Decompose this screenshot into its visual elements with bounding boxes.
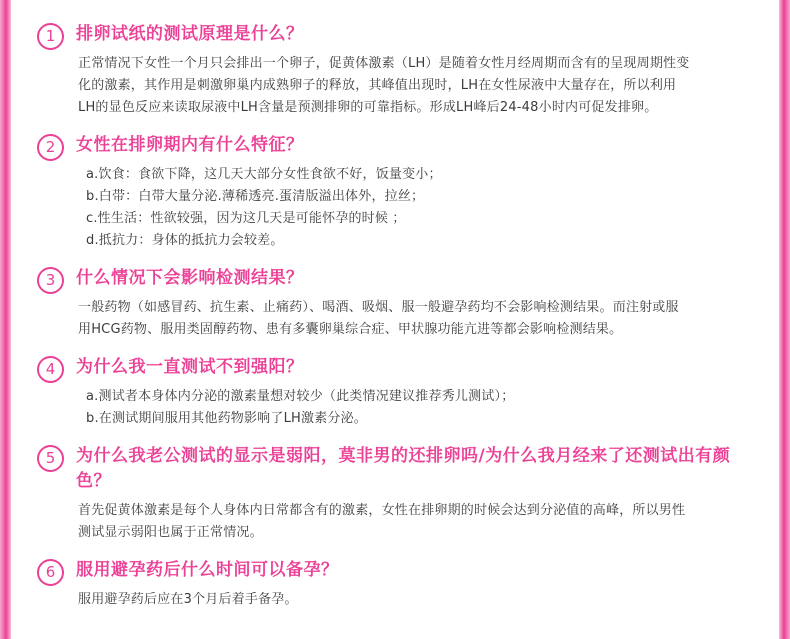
faq-page — [11, 0, 779, 639]
faq-answer — [76, 589, 753, 611]
right-border-strip — [779, 0, 790, 639]
faq-answer-line: b.在测试期间服用其他药物影响了LH激素分泌。 — [86, 411, 368, 426]
faq-question: 为什么我一直测试不到强阳？ — [76, 357, 304, 377]
faq-question: 为什么我老公测试的显示是弱阳，莫非男的还排卵吗/为什么我月经来了还测试出有颜色？ — [76, 446, 731, 491]
faq-item — [37, 133, 753, 252]
faq-answer — [76, 297, 753, 341]
faq-answer — [76, 386, 753, 430]
faq-answer-line: 首先促黄体激素是每个人身体内日常都含有的激素，女性在排卵期的时候会达到分泌值的高峰，所以男性 — [78, 503, 686, 518]
faq-question: 女性在排卵期内有什么特征？ — [76, 135, 304, 155]
faq-number-badge: 4 — [37, 356, 64, 383]
faq-body — [64, 266, 753, 341]
faq-answer-line: 化的激素，其作用是刺激卵巢内成熟卵子的释放，其峰值出现时，LH在女性尿液中大量存在，所以利用 — [78, 78, 677, 93]
faq-number-badge: 5 — [37, 445, 64, 472]
faq-body — [64, 444, 753, 544]
left-border-strip — [0, 0, 11, 639]
faq-item — [37, 558, 753, 611]
faq-number-badge: 2 — [37, 134, 64, 161]
faq-answer-line: 用HCG药物、服用类固醇药物、患有多囊卵巢综合症、甲状腺功能亢进等都会影响检测结果。 — [78, 322, 623, 337]
faq-item — [37, 444, 753, 544]
faq-answer — [76, 53, 753, 119]
faq-answer-line: 正常情况下女性一个月只会排出一个卵子，促黄体激素（LH）是随着女性月经周期而含有的呈现周期性变 — [78, 56, 690, 71]
faq-number-badge: 1 — [37, 23, 64, 50]
faq-body — [64, 22, 753, 119]
faq-answer-line: a.饮食：食欲下降，这几天大部分女性食欲不好，饭量变小； — [86, 167, 442, 182]
faq-answer — [76, 164, 753, 252]
faq-item — [37, 355, 753, 430]
faq-question: 什么情况下会影响检测结果？ — [76, 268, 304, 288]
faq-list — [37, 22, 753, 611]
faq-answer-line: b.白带：白带大量分泌.薄稀透亮.蛋清版溢出体外，拉丝； — [86, 189, 425, 204]
faq-item — [37, 22, 753, 119]
faq-answer-line: 一般药物（如感冒药、抗生素、止痛药）、喝酒、吸烟、服一般避孕药均不会影响检测结果。而注射或服 — [78, 300, 679, 315]
faq-body — [64, 355, 753, 430]
faq-answer-line: 测试显示弱阳也属于正常情况。 — [78, 525, 263, 540]
faq-body — [64, 558, 753, 611]
faq-answer-line: d.抵抗力：身体的抵抗力会较差。 — [86, 233, 284, 248]
faq-answer-line: a.测试者本身体内分泌的激素量想对较少（此类情况建议推荐秀儿测试）； — [86, 389, 515, 404]
faq-question: 服用避孕药后什么时间可以备孕？ — [76, 560, 339, 580]
faq-answer-line: LH的显色反应来读取尿液中LH含量是预测排卵的可靠指标。形成LH峰后24-48小时内可促发排卵。 — [78, 100, 658, 115]
faq-item — [37, 266, 753, 341]
faq-number-badge: 6 — [37, 559, 64, 586]
faq-answer — [76, 500, 753, 544]
faq-number-badge: 3 — [37, 267, 64, 294]
faq-body — [64, 133, 753, 252]
faq-answer-line: c.性生活：性欲较强，因为这几天是可能怀孕的时候 ； — [86, 211, 406, 226]
faq-answer-line: 服用避孕药后应在3个月后着手备孕。 — [78, 592, 298, 607]
faq-question: 排卵试纸的测试原理是什么？ — [76, 24, 304, 44]
